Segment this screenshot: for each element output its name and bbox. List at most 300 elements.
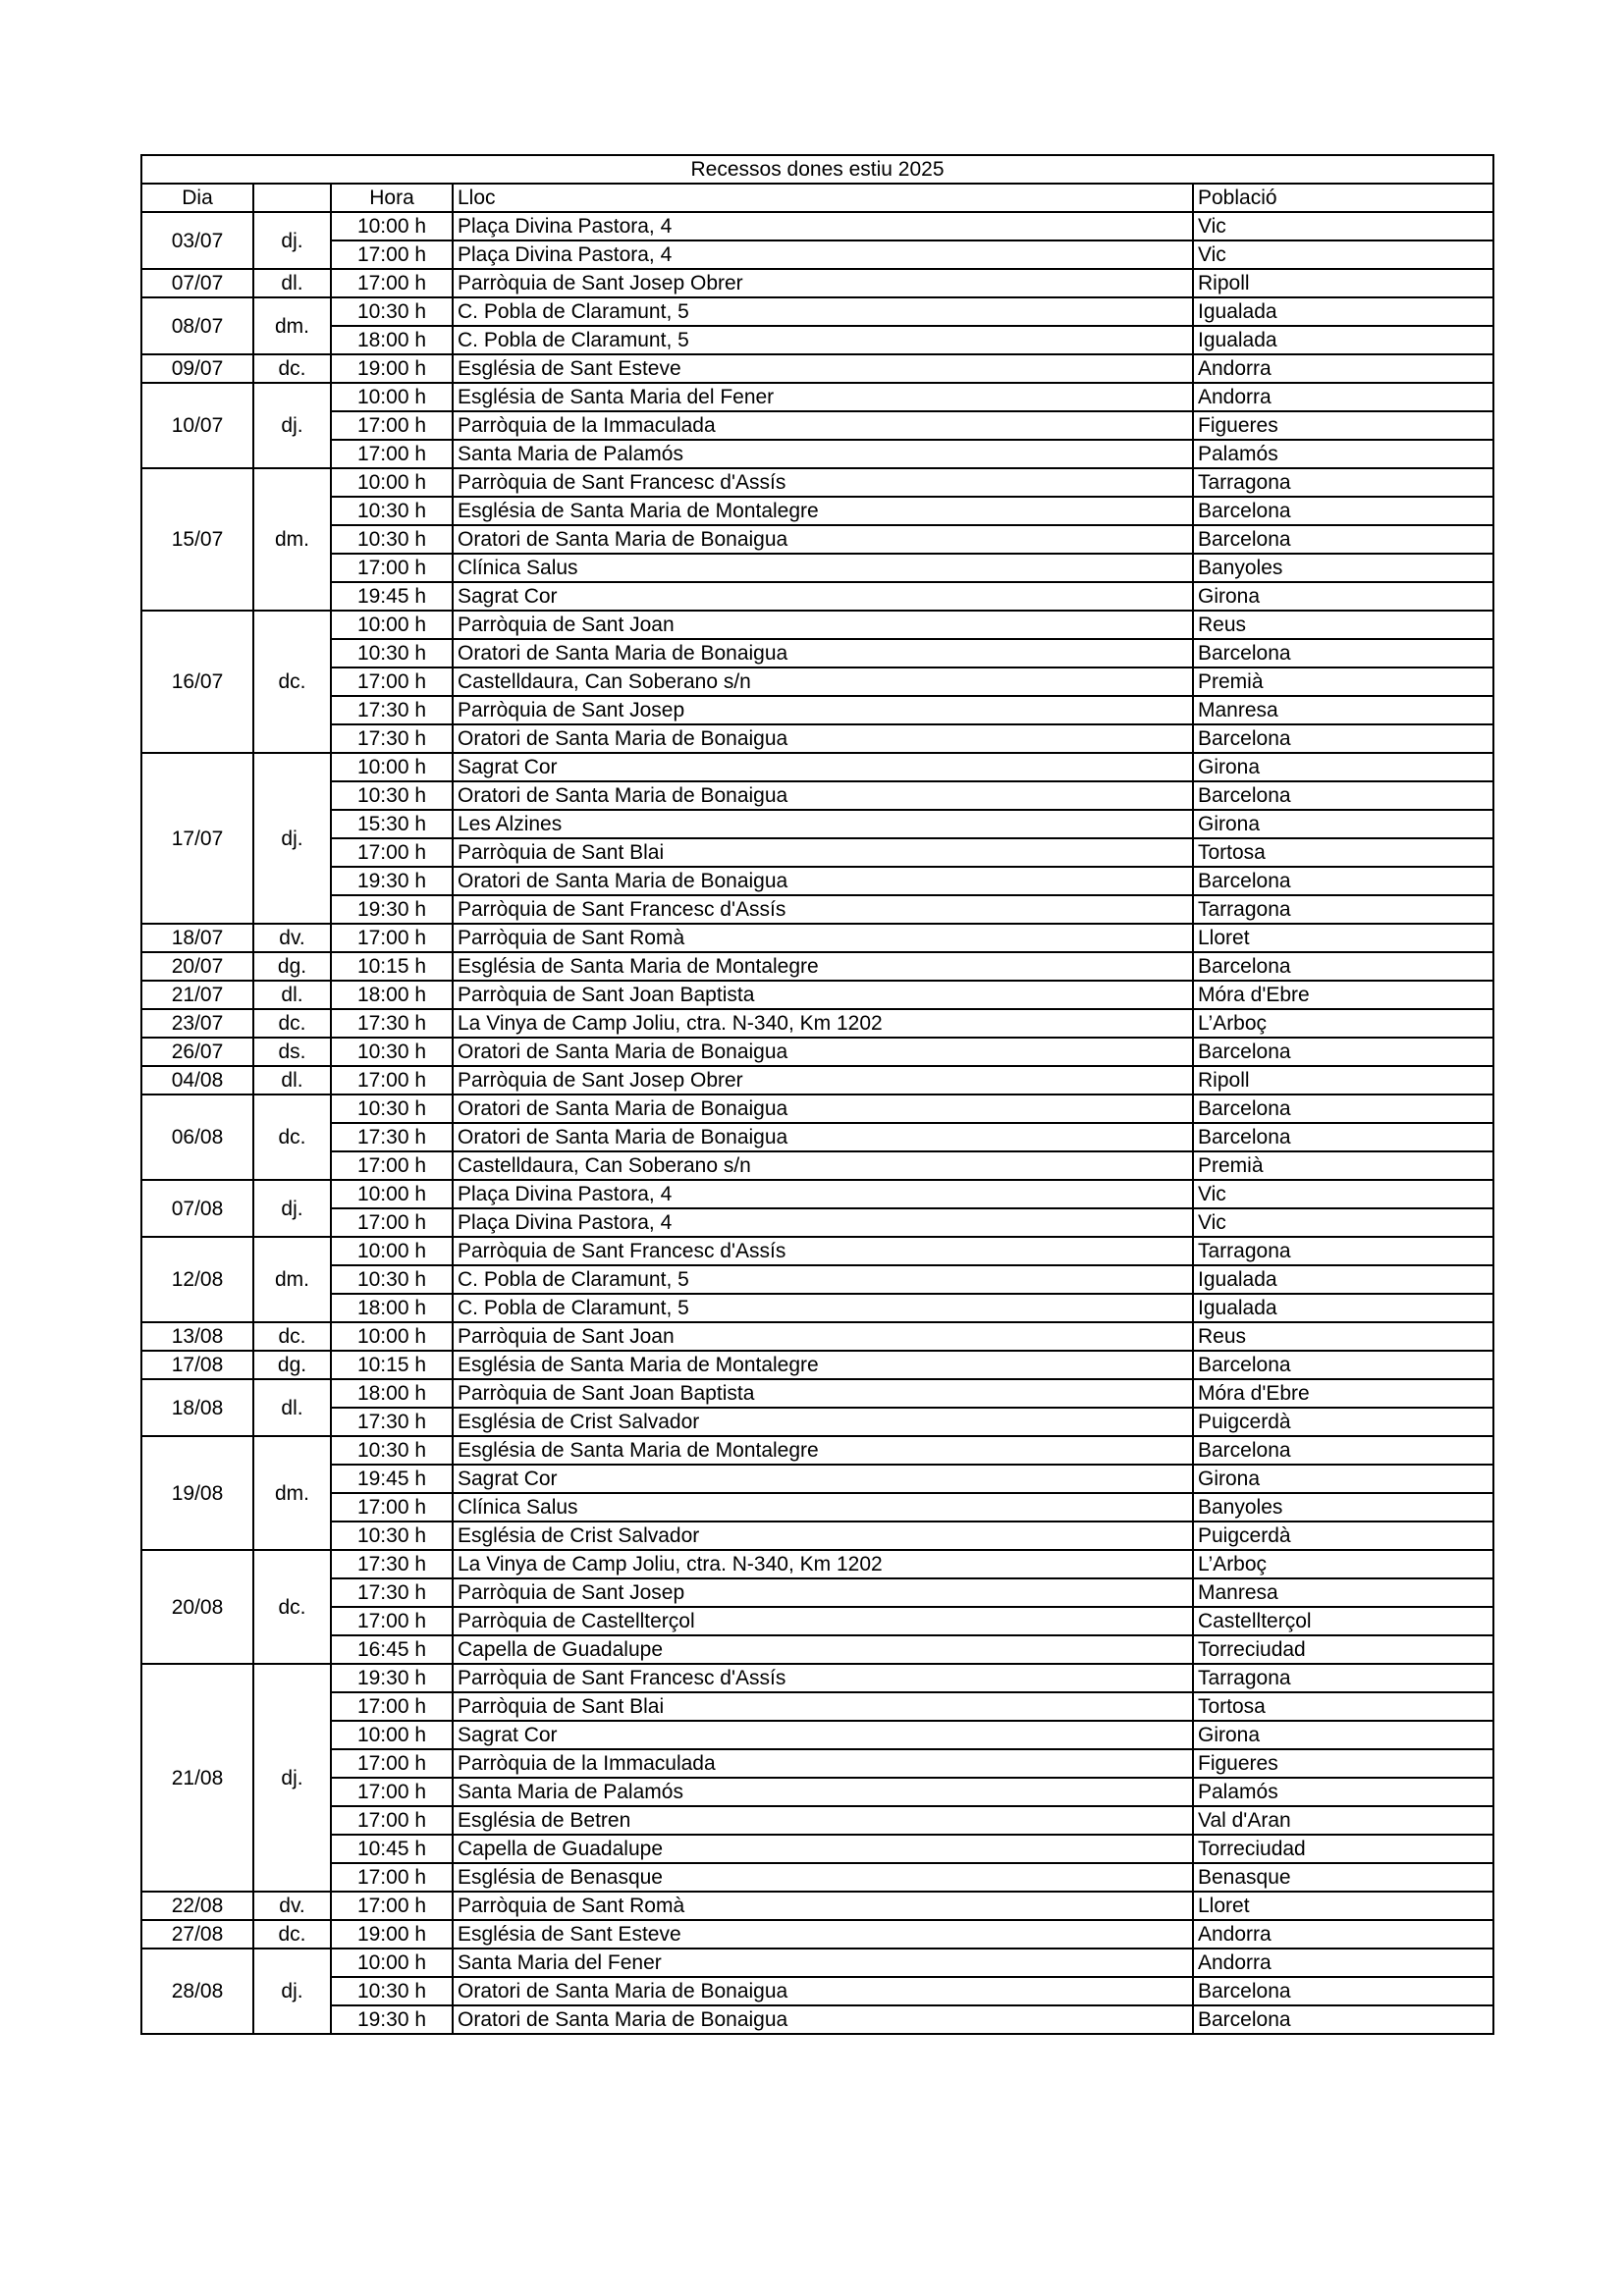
town-cell: Barcelona	[1193, 1095, 1493, 1123]
table-row	[141, 1180, 1493, 1208]
place-cell: Plaça Divina Pastora, 4	[453, 240, 1193, 269]
date-cell: 07/08	[141, 1180, 253, 1237]
hour-cell: 10:00 h	[331, 383, 453, 411]
table-row	[141, 240, 1493, 269]
date-cell: 17/07	[141, 753, 253, 924]
place-cell: Parròquia de Sant Francesc d'Assís	[453, 468, 1193, 497]
place-cell: Capella de Guadalupe	[453, 1835, 1193, 1863]
town-cell: Barcelona	[1193, 952, 1493, 981]
table-row	[141, 1351, 1493, 1379]
place-cell: Església de Crist Salvador	[453, 1522, 1193, 1550]
date-cell: 13/08	[141, 1322, 253, 1351]
place-cell: Parròquia de Sant Joan	[453, 1322, 1193, 1351]
town-cell: Vic	[1193, 240, 1493, 269]
hour-cell: 19:30 h	[331, 867, 453, 895]
hour-cell: 10:00 h	[331, 212, 453, 240]
table-row	[141, 1607, 1493, 1635]
place-cell: Parròquia de Sant Joan	[453, 611, 1193, 639]
weekday-cell: dc.	[253, 1920, 331, 1949]
table-row	[141, 212, 1493, 240]
table-row	[141, 1009, 1493, 1038]
place-cell: Església de Crist Salvador	[453, 1408, 1193, 1436]
place-cell: Castelldaura, Can Soberano s/n	[453, 667, 1193, 696]
town-cell: Girona	[1193, 753, 1493, 781]
place-cell: Clínica Salus	[453, 554, 1193, 582]
weekday-cell: dc.	[253, 1009, 331, 1038]
table-row	[141, 810, 1493, 838]
town-cell: Tortosa	[1193, 1692, 1493, 1721]
table-row	[141, 1977, 1493, 2005]
hour-cell: 17:00 h	[331, 1692, 453, 1721]
hour-cell: 17:30 h	[331, 1009, 453, 1038]
hour-cell: 10:45 h	[331, 1835, 453, 1863]
town-cell: Palamós	[1193, 440, 1493, 468]
weekday-cell: dl.	[253, 1066, 331, 1095]
place-cell: C. Pobla de Claramunt, 5	[453, 1294, 1193, 1322]
town-cell: Torreciudad	[1193, 1635, 1493, 1664]
table-row	[141, 297, 1493, 326]
table-row	[141, 1835, 1493, 1863]
header-place: Lloc	[453, 184, 1193, 212]
weekday-cell: dm.	[253, 1237, 331, 1322]
table-row	[141, 1379, 1493, 1408]
date-cell: 16/07	[141, 611, 253, 753]
table-row	[141, 1806, 1493, 1835]
table-row	[141, 468, 1493, 497]
table-row	[141, 981, 1493, 1009]
place-cell: Església de Santa Maria de Montalegre	[453, 1436, 1193, 1465]
place-cell: Parròquia de Sant Joan Baptista	[453, 981, 1193, 1009]
weekday-cell: ds.	[253, 1038, 331, 1066]
weekday-cell: dj.	[253, 383, 331, 468]
place-cell: Oratori de Santa Maria de Bonaigua	[453, 867, 1193, 895]
hour-cell: 17:00 h	[331, 1208, 453, 1237]
town-cell: Girona	[1193, 582, 1493, 611]
table-row	[141, 1436, 1493, 1465]
hour-cell: 19:00 h	[331, 354, 453, 383]
weekday-cell: dj.	[253, 753, 331, 924]
table-row	[141, 1408, 1493, 1436]
weekday-cell: dj.	[253, 1180, 331, 1237]
date-cell: 20/08	[141, 1550, 253, 1664]
place-cell: Sagrat Cor	[453, 753, 1193, 781]
date-cell: 03/07	[141, 212, 253, 269]
place-cell: Sagrat Cor	[453, 1465, 1193, 1493]
town-cell: Barcelona	[1193, 781, 1493, 810]
table-row	[141, 724, 1493, 753]
place-cell: La Vinya de Camp Joliu, ctra. N-340, Km 1202	[453, 1009, 1193, 1038]
town-cell: Girona	[1193, 810, 1493, 838]
table-row	[141, 1237, 1493, 1265]
town-cell: Reus	[1193, 1322, 1493, 1351]
table-row	[141, 1095, 1493, 1123]
hour-cell: 17:30 h	[331, 1408, 453, 1436]
table-row	[141, 924, 1493, 952]
date-cell: 21/07	[141, 981, 253, 1009]
hour-cell: 17:00 h	[331, 1749, 453, 1778]
hour-cell: 10:00 h	[331, 468, 453, 497]
date-cell: 22/08	[141, 1892, 253, 1920]
place-cell: Plaça Divina Pastora, 4	[453, 1180, 1193, 1208]
weekday-cell: dj.	[253, 212, 331, 269]
town-cell: Vic	[1193, 212, 1493, 240]
town-cell: Figueres	[1193, 411, 1493, 440]
hour-cell: 17:00 h	[331, 1863, 453, 1892]
hour-cell: 10:30 h	[331, 1977, 453, 2005]
place-cell: Parròquia de la Immaculada	[453, 1749, 1193, 1778]
hour-cell: 17:00 h	[331, 411, 453, 440]
hour-cell: 18:00 h	[331, 1294, 453, 1322]
date-cell: 08/07	[141, 297, 253, 354]
place-cell: Església de Sant Esteve	[453, 1920, 1193, 1949]
weekday-cell: dm.	[253, 297, 331, 354]
table-row	[141, 497, 1493, 525]
weekday-cell: dl.	[253, 1379, 331, 1436]
hour-cell: 17:00 h	[331, 838, 453, 867]
place-cell: Santa Maria de Palamós	[453, 440, 1193, 468]
town-cell: Vic	[1193, 1180, 1493, 1208]
weekday-cell: dg.	[253, 1351, 331, 1379]
town-cell: Ripoll	[1193, 1066, 1493, 1095]
town-cell: Figueres	[1193, 1749, 1493, 1778]
table-row	[141, 1493, 1493, 1522]
hour-cell: 17:00 h	[331, 1151, 453, 1180]
hour-cell: 17:00 h	[331, 240, 453, 269]
hour-cell: 10:00 h	[331, 1949, 453, 1977]
weekday-cell: dc.	[253, 1095, 331, 1180]
hour-cell: 18:00 h	[331, 981, 453, 1009]
place-cell: C. Pobla de Claramunt, 5	[453, 1265, 1193, 1294]
table-row	[141, 1465, 1493, 1493]
town-cell: Vic	[1193, 1208, 1493, 1237]
hour-cell: 19:30 h	[331, 1664, 453, 1692]
place-cell: Parròquia de Sant Romà	[453, 924, 1193, 952]
table-row	[141, 952, 1493, 981]
hour-cell: 17:00 h	[331, 667, 453, 696]
table-row	[141, 1920, 1493, 1949]
hour-cell: 10:30 h	[331, 781, 453, 810]
hour-cell: 16:45 h	[331, 1635, 453, 1664]
place-cell: Plaça Divina Pastora, 4	[453, 1208, 1193, 1237]
weekday-cell: dj.	[253, 1949, 331, 2034]
town-cell: Andorra	[1193, 1949, 1493, 1977]
town-cell: Barcelona	[1193, 2005, 1493, 2034]
hour-cell: 17:30 h	[331, 1550, 453, 1578]
hour-cell: 10:30 h	[331, 1265, 453, 1294]
town-cell: Barcelona	[1193, 1977, 1493, 2005]
weekday-cell: dl.	[253, 269, 331, 297]
table-row	[141, 1635, 1493, 1664]
date-cell: 26/07	[141, 1038, 253, 1066]
date-cell: 06/08	[141, 1095, 253, 1180]
place-cell: Oratori de Santa Maria de Bonaigua	[453, 639, 1193, 667]
town-cell: Tarragona	[1193, 468, 1493, 497]
table-row	[141, 1749, 1493, 1778]
weekday-cell: dg.	[253, 952, 331, 981]
title-row	[141, 155, 1493, 184]
place-cell: C. Pobla de Claramunt, 5	[453, 297, 1193, 326]
table-row	[141, 354, 1493, 383]
table-row	[141, 1294, 1493, 1322]
town-cell: Móra d'Ebre	[1193, 981, 1493, 1009]
hour-cell: 10:30 h	[331, 1038, 453, 1066]
date-cell: 07/07	[141, 269, 253, 297]
date-cell: 09/07	[141, 354, 253, 383]
table-row	[141, 326, 1493, 354]
table-row	[141, 1664, 1493, 1692]
town-cell: Torreciudad	[1193, 1835, 1493, 1863]
table-row	[141, 1265, 1493, 1294]
town-cell: Girona	[1193, 1721, 1493, 1749]
hour-cell: 10:30 h	[331, 1522, 453, 1550]
town-cell: Palamós	[1193, 1778, 1493, 1806]
town-cell: Barcelona	[1193, 724, 1493, 753]
hour-cell: 19:30 h	[331, 895, 453, 924]
table-row	[141, 838, 1493, 867]
table-row	[141, 411, 1493, 440]
date-cell: 04/08	[141, 1066, 253, 1095]
hour-cell: 10:30 h	[331, 1095, 453, 1123]
town-cell: Premià	[1193, 1151, 1493, 1180]
weekday-cell: dc.	[253, 1550, 331, 1664]
table-row	[141, 440, 1493, 468]
hour-cell: 17:00 h	[331, 440, 453, 468]
town-cell: Móra d'Ebre	[1193, 1379, 1493, 1408]
place-cell: Parròquia de Sant Blai	[453, 1692, 1193, 1721]
hour-cell: 10:00 h	[331, 1180, 453, 1208]
hour-cell: 17:00 h	[331, 1806, 453, 1835]
town-cell: Tortosa	[1193, 838, 1493, 867]
place-cell: Oratori de Santa Maria de Bonaigua	[453, 525, 1193, 554]
place-cell: Capella de Guadalupe	[453, 1635, 1193, 1664]
town-cell: Manresa	[1193, 1578, 1493, 1607]
hour-cell: 17:00 h	[331, 554, 453, 582]
hour-cell: 10:30 h	[331, 639, 453, 667]
hour-cell: 19:00 h	[331, 1920, 453, 1949]
header-row	[141, 184, 1493, 212]
place-cell: Oratori de Santa Maria de Bonaigua	[453, 781, 1193, 810]
table-row	[141, 1863, 1493, 1892]
hour-cell: 17:00 h	[331, 1892, 453, 1920]
hour-cell: 17:00 h	[331, 1493, 453, 1522]
place-cell: Parròquia de Sant Romà	[453, 1892, 1193, 1920]
table-title: Recessos dones estiu 2025	[141, 155, 1493, 184]
hour-cell: 10:00 h	[331, 1721, 453, 1749]
town-cell: Igualada	[1193, 326, 1493, 354]
table-row	[141, 667, 1493, 696]
town-cell: Barcelona	[1193, 1436, 1493, 1465]
place-cell: Parròquia de la Immaculada	[453, 411, 1193, 440]
schedule-table	[140, 154, 1494, 2035]
hour-cell: 10:00 h	[331, 753, 453, 781]
town-cell: Puigcerdà	[1193, 1408, 1493, 1436]
table-row	[141, 383, 1493, 411]
table-row	[141, 2005, 1493, 2034]
table-row	[141, 753, 1493, 781]
hour-cell: 17:00 h	[331, 924, 453, 952]
hour-cell: 10:00 h	[331, 1322, 453, 1351]
table-row	[141, 1721, 1493, 1749]
town-cell: Andorra	[1193, 383, 1493, 411]
place-cell: Parròquia de Sant Joan Baptista	[453, 1379, 1193, 1408]
hour-cell: 10:15 h	[331, 1351, 453, 1379]
hour-cell: 10:30 h	[331, 525, 453, 554]
town-cell: Tarragona	[1193, 1237, 1493, 1265]
weekday-cell: dc.	[253, 611, 331, 753]
weekday-cell: dm.	[253, 468, 331, 611]
place-cell: Parròquia de Sant Blai	[453, 838, 1193, 867]
place-cell: C. Pobla de Claramunt, 5	[453, 326, 1193, 354]
place-cell: Església de Benasque	[453, 1863, 1193, 1892]
town-cell: Puigcerdà	[1193, 1522, 1493, 1550]
weekday-cell: dm.	[253, 1436, 331, 1550]
place-cell: Parròquia de Sant Francesc d'Assís	[453, 895, 1193, 924]
hour-cell: 17:00 h	[331, 1778, 453, 1806]
table-row	[141, 895, 1493, 924]
header-weekday	[253, 184, 331, 212]
town-cell: Lloret	[1193, 1892, 1493, 1920]
hour-cell: 17:30 h	[331, 696, 453, 724]
hour-cell: 10:30 h	[331, 497, 453, 525]
table-row	[141, 1522, 1493, 1550]
hour-cell: 18:00 h	[331, 326, 453, 354]
table-row	[141, 639, 1493, 667]
hour-cell: 17:30 h	[331, 724, 453, 753]
town-cell: Castellterçol	[1193, 1607, 1493, 1635]
date-cell: 17/08	[141, 1351, 253, 1379]
town-cell: Igualada	[1193, 297, 1493, 326]
place-cell: Oratori de Santa Maria de Bonaigua	[453, 2005, 1193, 2034]
table-row	[141, 1550, 1493, 1578]
place-cell: Església de Betren	[453, 1806, 1193, 1835]
place-cell: Església de Santa Maria del Fener	[453, 383, 1193, 411]
table-row	[141, 1208, 1493, 1237]
weekday-cell: dv.	[253, 1892, 331, 1920]
town-cell: Banyoles	[1193, 1493, 1493, 1522]
hour-cell: 10:30 h	[331, 297, 453, 326]
place-cell: Plaça Divina Pastora, 4	[453, 212, 1193, 240]
header-town: Població	[1193, 184, 1493, 212]
place-cell: Santa Maria del Fener	[453, 1949, 1193, 1977]
place-cell: Sagrat Cor	[453, 1721, 1193, 1749]
town-cell: L’Arboç	[1193, 1550, 1493, 1578]
date-cell: 18/08	[141, 1379, 253, 1436]
date-cell: 27/08	[141, 1920, 253, 1949]
hour-cell: 10:15 h	[331, 952, 453, 981]
table-row	[141, 1066, 1493, 1095]
town-cell: Igualada	[1193, 1294, 1493, 1322]
hour-cell: 17:30 h	[331, 1578, 453, 1607]
town-cell: Girona	[1193, 1465, 1493, 1493]
table-row	[141, 1322, 1493, 1351]
date-cell: 23/07	[141, 1009, 253, 1038]
hour-cell: 10:30 h	[331, 1436, 453, 1465]
place-cell: Parròquia de Sant Francesc d'Assís	[453, 1664, 1193, 1692]
place-cell: Oratori de Santa Maria de Bonaigua	[453, 1123, 1193, 1151]
weekday-cell: dv.	[253, 924, 331, 952]
table-row	[141, 582, 1493, 611]
town-cell: Barcelona	[1193, 1351, 1493, 1379]
place-cell: Església de Sant Esteve	[453, 354, 1193, 383]
table-row	[141, 867, 1493, 895]
town-cell: Val d'Aran	[1193, 1806, 1493, 1835]
place-cell: Sagrat Cor	[453, 582, 1193, 611]
date-cell: 20/07	[141, 952, 253, 981]
place-cell: Església de Santa Maria de Montalegre	[453, 497, 1193, 525]
town-cell: Tarragona	[1193, 1664, 1493, 1692]
town-cell: Lloret	[1193, 924, 1493, 952]
place-cell: Oratori de Santa Maria de Bonaigua	[453, 1977, 1193, 2005]
date-cell: 18/07	[141, 924, 253, 952]
town-cell: Andorra	[1193, 1920, 1493, 1949]
table-row	[141, 1151, 1493, 1180]
town-cell: Barcelona	[1193, 1123, 1493, 1151]
hour-cell: 17:00 h	[331, 1066, 453, 1095]
hour-cell: 17:30 h	[331, 1123, 453, 1151]
place-cell: Oratori de Santa Maria de Bonaigua	[453, 1038, 1193, 1066]
place-cell: Oratori de Santa Maria de Bonaigua	[453, 1095, 1193, 1123]
table-row	[141, 1892, 1493, 1920]
place-cell: Església de Santa Maria de Montalegre	[453, 952, 1193, 981]
place-cell: La Vinya de Camp Joliu, ctra. N-340, Km 1202	[453, 1550, 1193, 1578]
town-cell: Barcelona	[1193, 525, 1493, 554]
hour-cell: 10:00 h	[331, 1237, 453, 1265]
place-cell: Castelldaura, Can Soberano s/n	[453, 1151, 1193, 1180]
header-day: Dia	[141, 184, 253, 212]
place-cell: Parròquia de Sant Josep	[453, 1578, 1193, 1607]
town-cell: Andorra	[1193, 354, 1493, 383]
place-cell: Clínica Salus	[453, 1493, 1193, 1522]
town-cell: Benasque	[1193, 1863, 1493, 1892]
place-cell: Parròquia de Sant Josep	[453, 696, 1193, 724]
date-cell: 12/08	[141, 1237, 253, 1322]
place-cell: Les Alzines	[453, 810, 1193, 838]
place-cell: Parròquia de Sant Josep Obrer	[453, 269, 1193, 297]
place-cell: Santa Maria de Palamós	[453, 1778, 1193, 1806]
town-cell: Igualada	[1193, 1265, 1493, 1294]
hour-cell: 19:45 h	[331, 1465, 453, 1493]
table-row	[141, 554, 1493, 582]
place-cell: Parròquia de Castellterçol	[453, 1607, 1193, 1635]
table-row	[141, 781, 1493, 810]
town-cell: Ripoll	[1193, 269, 1493, 297]
weekday-cell: dj.	[253, 1664, 331, 1892]
town-cell: Reus	[1193, 611, 1493, 639]
town-cell: Barcelona	[1193, 867, 1493, 895]
schedule-body	[141, 212, 1493, 2034]
date-cell: 19/08	[141, 1436, 253, 1550]
date-cell: 10/07	[141, 383, 253, 468]
weekday-cell: dc.	[253, 1322, 331, 1351]
date-cell: 28/08	[141, 1949, 253, 2034]
hour-cell: 15:30 h	[331, 810, 453, 838]
hour-cell: 19:45 h	[331, 582, 453, 611]
table-row	[141, 611, 1493, 639]
table-row	[141, 1692, 1493, 1721]
table-row	[141, 1038, 1493, 1066]
town-cell: L’Arboç	[1193, 1009, 1493, 1038]
hour-cell: 19:30 h	[331, 2005, 453, 2034]
place-cell: Oratori de Santa Maria de Bonaigua	[453, 724, 1193, 753]
table-row	[141, 696, 1493, 724]
weekday-cell: dl.	[253, 981, 331, 1009]
hour-cell: 17:00 h	[331, 1607, 453, 1635]
table-row	[141, 1778, 1493, 1806]
table-row	[141, 1949, 1493, 1977]
table-row	[141, 269, 1493, 297]
town-cell: Barcelona	[1193, 639, 1493, 667]
town-cell: Barcelona	[1193, 1038, 1493, 1066]
